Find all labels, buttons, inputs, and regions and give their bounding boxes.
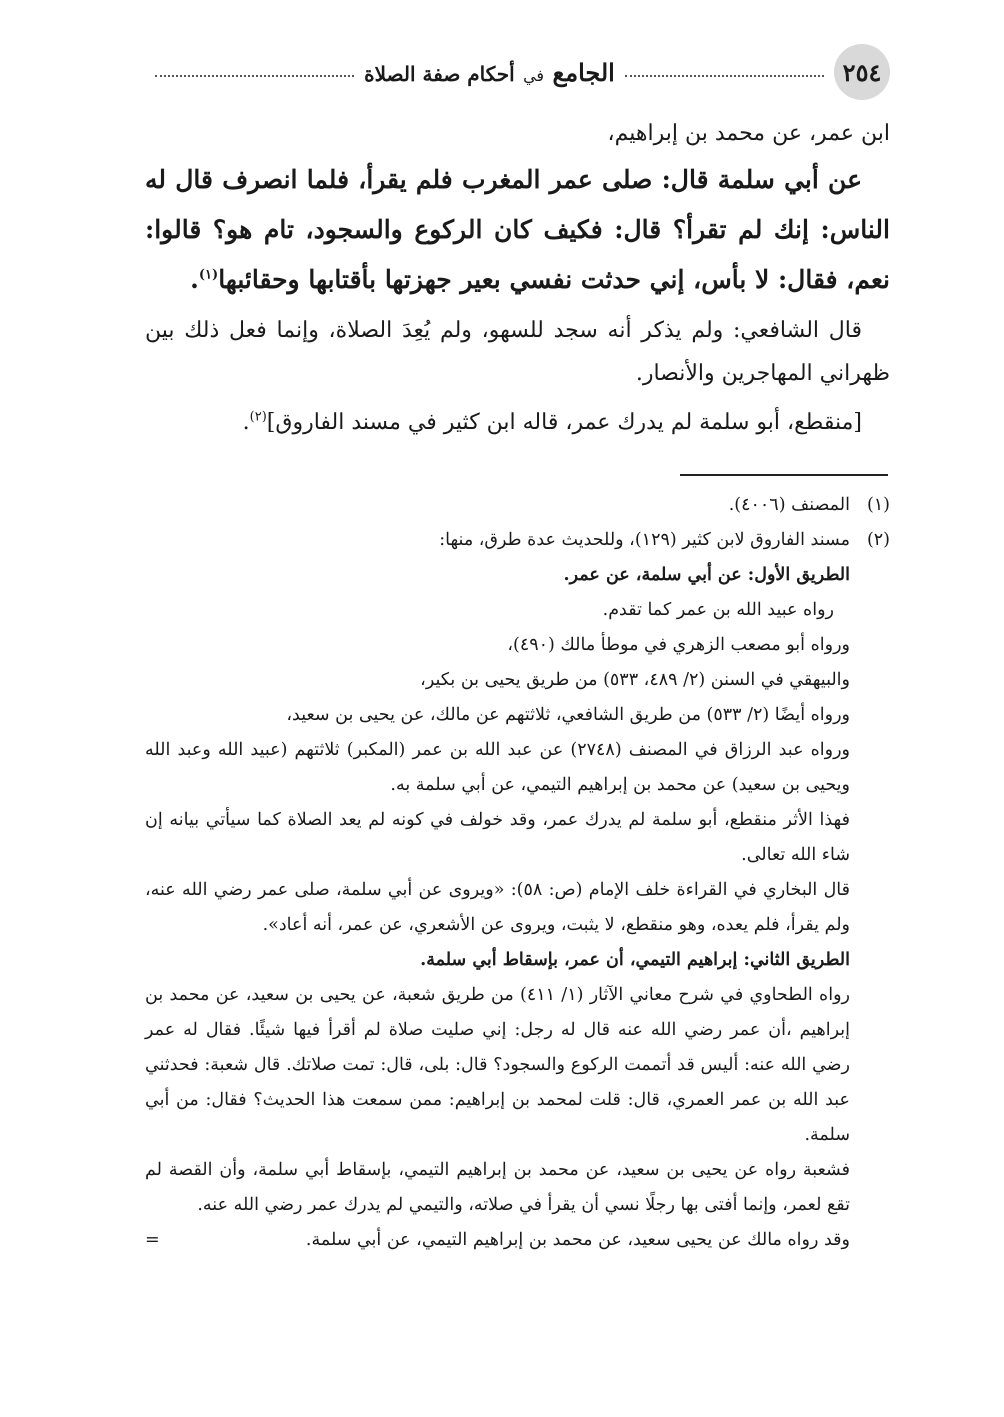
footnote-line: فهذا الأثر منقطع، أبو سلمة لم يدرك عمر، وقد خولف في كونه لم يعد الصلاة كما سيأتي بيانه إن شاء الله تعالى. [145,810,850,865]
footnote-line: ورواه أيضًا (٢/ ٥٣٣) من طريق الشافعي، ثلاثتهم عن مالك، عن يحيى بن سعيد، [286,705,850,725]
footnote-line: رواه الطحاوي في شرح معاني الآثار (١/ ٤١١) من طريق شعبة، عن يحيى بن سعيد، عن محمد بن إبراهيم ،أن عمر رضي الله عنه قال له رجل: إني صليت صلاة لم أقرأ فيها شيئًا. فقال له عمر رضي الله عنه: أليس قد أتممت الركوع والسجود؟ قال: بلى، قال: تمت صلاتك. قال شعبة: فحدثني عبد الله بن عمر العمري، قال: قلت لمحمد بن إبراهيم: ممن سمعت هذا الحديث؟ فقال: من أبي سلمة. [145,985,850,1145]
footnote-line: مسند الفاروق لابن كثير (١٢٩)، وللحديث عدة طرق، منها: [439,530,850,550]
shafii-paragraph: قال الشافعي: ولم يذكر أنه سجد للسهو، ولم يُعِدَ الصلاة، وإنما فعل ذلك بين ظهراني المهاجرين والأنصار. [145,318,890,386]
footnote-number: (١) [866,495,890,515]
footnotes [145,488,890,1258]
page-header [145,42,890,102]
footnote-line: رواه عبيد الله بن عمر كما تقدم. [602,600,834,620]
header-dotted-leader [625,75,824,77]
hadith-period: . [190,265,199,294]
footnote-separator [680,474,888,476]
route-heading: الطريق الثاني: إبراهيم التيمي، أن عمر، بإسقاط أبي سلمة. [420,950,850,970]
continuation-mark: = [145,1230,160,1250]
hadith-paragraph [145,155,890,305]
footnote-line: والبيهقي في السنن (٢/ ٤٨٩، ٥٣٣) من طريق يحيى بن بكير، [420,670,850,690]
main-text [145,112,890,444]
book-title-rest: أحكام صفة الصلاة [364,61,515,86]
footnote-ref-1[interactable]: (١) [198,267,219,283]
book-title-conj: في [523,65,545,85]
book-title [364,58,615,87]
footnote-line: قال البخاري في القراءة خلف الإمام (ص: ٥٨): «ويروى عن أبي سلمة، صلى عمر رضي الله عنه، ولم يقرأ، فلم يعده، وهو منقطع، لا يثبت، ويروى عن الأشعري، عن عمر، أنه أعاد». [145,880,851,935]
verdict-paragraph [145,401,890,444]
footnote-text: المصنف (٤٠٠٦). [728,495,850,515]
footnote-line: فشعبة رواه عن يحيى بن سعيد، عن محمد بن إبراهيم التيمي، بإسقاط أبي سلمة، وأن القصة لم تقع لعمر، وإنما أفتى بها رجلًا نسي أن يقرأ في صلاته، والتيمي لم يدرك عمر رضي الله عنه. [145,1160,850,1215]
route-heading: الطريق الأول: عن أبي سلمة، عن عمر. [563,565,850,585]
footnote-2 [145,523,890,1258]
page-number: ٢٥٤ [834,44,890,100]
verdict-period: . [242,410,250,435]
footnote-1 [145,488,890,523]
book-title-main: الجامع [552,57,615,87]
footnote-ref-2[interactable]: (٢) [249,409,267,425]
footnote-line: ورواه أبو مصعب الزهري في موطأ مالك (٤٩٠)، [507,635,850,655]
narrator-line: ابن عمر، عن محمد بن إبراهيم، [607,121,890,146]
footnote-line-text: وقد رواه مالك عن يحيى سعيد، عن محمد بن إبراهيم التيمي، عن أبي سلمة. [305,1230,850,1250]
hadith-text: عن أبي سلمة قال: صلى عمر المغرب فلم يقرأ، فلما انصرف قال له الناس: إنك لم تقرأ؟ قال: فكيف كان الركوع والسجود، تام هو؟ قالوا: نعم، فقال: لا بأس، إني حدثت نفسي بعير جهزتها بأقتابها وحقائبها [145,165,890,294]
footnote-line: ورواه عبد الرزاق في المصنف (٢٧٤٨) عن عبد الله بن عمر (المكبر) ثلاثتهم (عبيد الله وعبد الله ويحيى بن سعيد) عن محمد بن إبراهيم التيمي، عن أبي سلمة به. [145,740,850,795]
footnote-number: (٢) [866,530,890,550]
footnote-line [145,1223,850,1258]
verdict-text: [منقطع، أبو سلمة لم يدرك عمر، قاله ابن كثير في مسند الفاروق] [266,410,862,435]
header-dotted-leader-left [155,75,354,77]
